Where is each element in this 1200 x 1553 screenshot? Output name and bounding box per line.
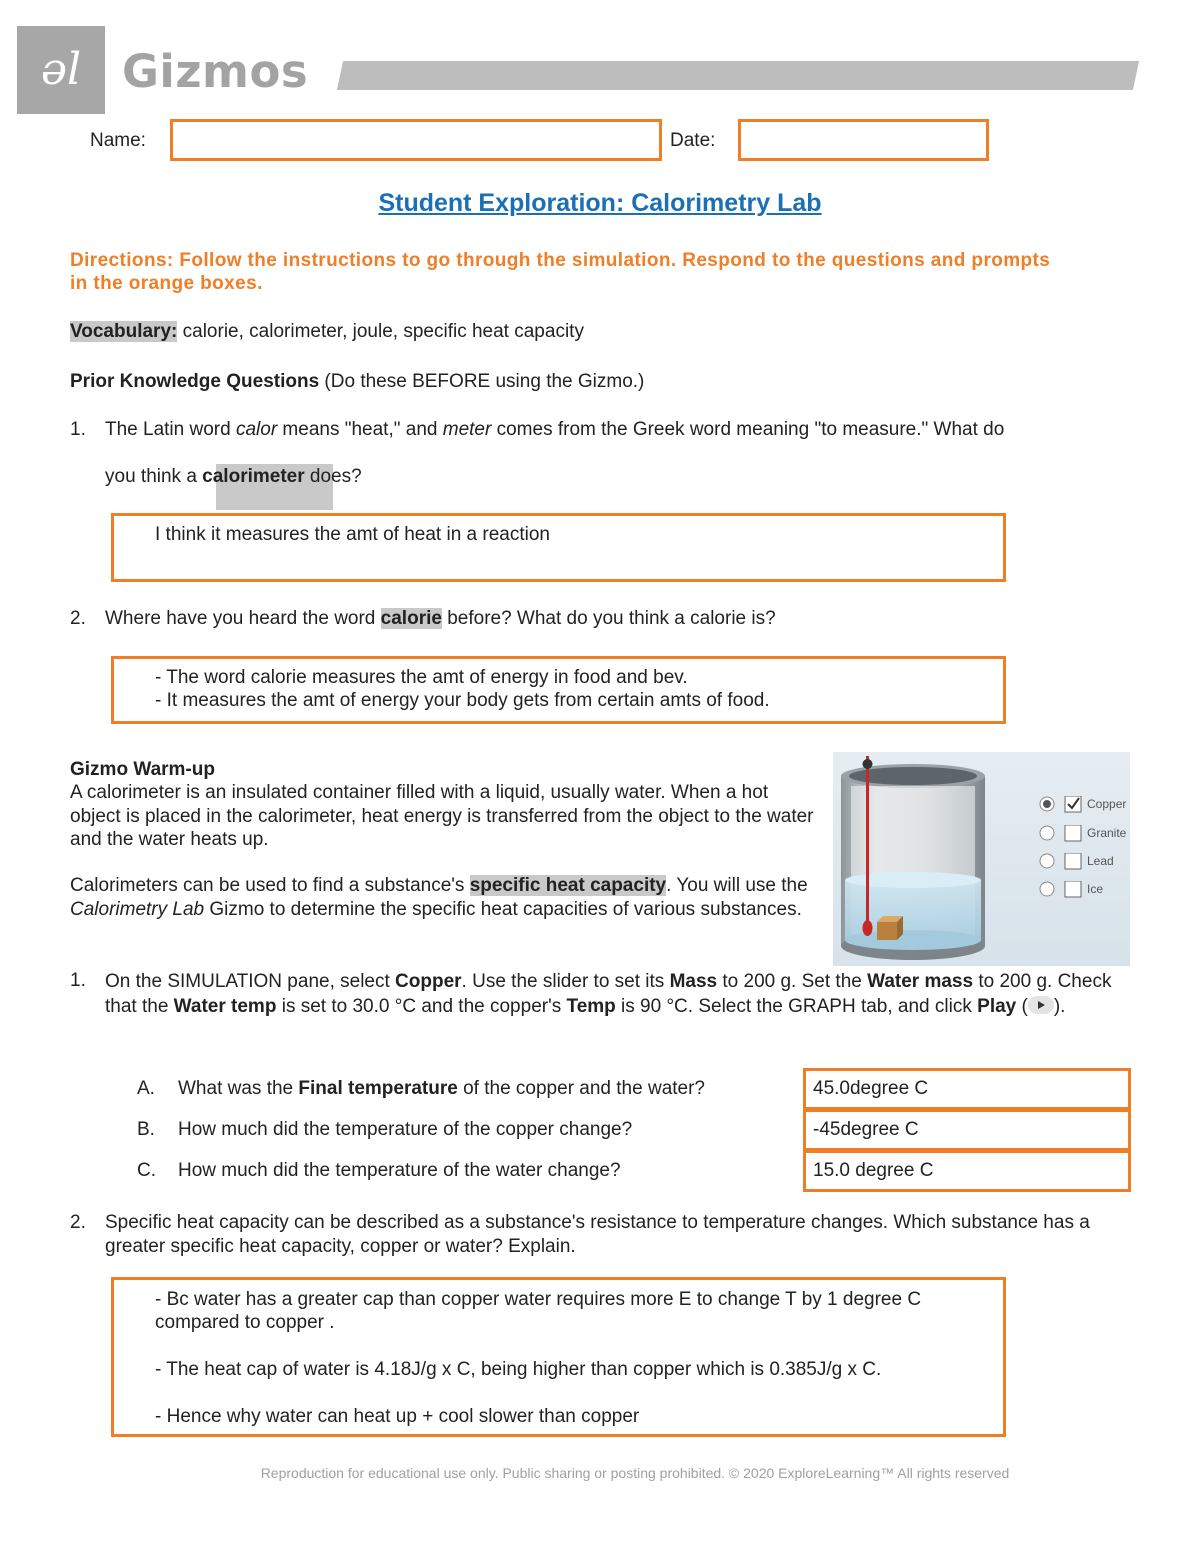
option-ice[interactable] xyxy=(1039,881,1129,905)
text: is set to 30.0 °C and the copper's xyxy=(276,996,567,1017)
text-bold: Water mass xyxy=(867,971,974,992)
text-bold: Water temp xyxy=(173,996,277,1017)
text: Calorimeters can be used to find a substance's xyxy=(70,875,470,896)
option-copper[interactable] xyxy=(1039,796,1129,820)
text: you think a xyxy=(105,466,203,487)
sub-question-b: How much did the temperature of the copper change? xyxy=(178,1119,633,1140)
footer-copyright: Reproduction for educational use only. Public sharing or posting prohibited. © 2020 ExploreLearning™ All rights reserved xyxy=(260,1465,1010,1481)
sub-question-c: How much did the temperature of the water change? xyxy=(178,1160,621,1181)
prior-heading-text: Prior Knowledge Questions xyxy=(70,371,320,392)
text-italic: calor xyxy=(235,419,278,440)
prior-knowledge-heading xyxy=(70,370,644,394)
text-bold: Temp xyxy=(566,996,616,1017)
text: Where have you heard the word xyxy=(105,608,381,629)
option-label: Ice xyxy=(1087,882,1104,896)
answer-c: 15.0 degree C xyxy=(813,1160,934,1181)
play-icon xyxy=(1028,996,1054,1014)
text: of the copper and the water? xyxy=(457,1078,705,1099)
text: . Use the slider to set its xyxy=(461,971,670,992)
header-bar xyxy=(337,61,1139,90)
vocabulary-terms: calorie, calorimeter, joule, specific heat capacity xyxy=(177,321,584,342)
text: comes from the Greek word meaning "to measure." What do xyxy=(491,419,1005,440)
answer-q2-line1: - The word calorie measures the amt of energy in food and bev. xyxy=(155,667,688,688)
name-field[interactable] xyxy=(170,119,662,161)
radio-unchecked-icon xyxy=(1039,881,1129,899)
option-granite[interactable] xyxy=(1039,825,1129,849)
vocab-term-calorie: calorie xyxy=(380,608,442,629)
vocabulary-label: Vocabulary: xyxy=(70,321,178,342)
sub-letter: C. xyxy=(137,1160,156,1181)
sub-letter: B. xyxy=(137,1119,155,1140)
sub-letter: A. xyxy=(137,1078,155,1099)
answer-a: 45.0degree C xyxy=(813,1078,929,1099)
warmup-q1-text xyxy=(105,969,1130,1019)
option-label: Copper xyxy=(1087,797,1127,811)
radio-unchecked-icon xyxy=(1039,853,1129,871)
text-italic: meter xyxy=(442,419,492,440)
text: does? xyxy=(304,466,362,487)
answer-b: -45degree C xyxy=(813,1119,919,1140)
text-bold: Mass xyxy=(669,971,718,992)
question-number: 2. xyxy=(70,608,86,629)
answer-q2-warmup-line1: - Bc water has a greater cap than copper water requires more E to change T by 1 degree C compared to copper . xyxy=(155,1289,922,1333)
vocab-term-specific-heat: specific heat capacity xyxy=(469,875,667,896)
answer-q2-line2: - It measures the amt of energy your body gets from certain amts of food. xyxy=(155,690,770,711)
option-lead[interactable] xyxy=(1039,853,1129,877)
text: ). xyxy=(1053,996,1066,1017)
prior-q1-line2 xyxy=(105,465,362,489)
text-italic: Calorimetry Lab xyxy=(70,899,205,920)
explorelearning-logo-icon: əl xyxy=(40,44,82,95)
text: Gizmo to determine the specific heat capacities of various substances. xyxy=(204,899,802,920)
text-bold: Final temperature xyxy=(298,1078,458,1099)
vocabulary-line xyxy=(70,320,584,344)
question-number: 2. xyxy=(70,1212,86,1233)
answer-q2-warmup-line2: - The heat cap of water is 4.18J/g x C, being higher than copper which is 0.385J/g x C. xyxy=(155,1359,882,1380)
option-label: Granite xyxy=(1087,826,1127,840)
prior-q1-line1 xyxy=(105,418,1135,442)
text: What was the xyxy=(178,1078,299,1099)
date-label: Date: xyxy=(670,130,716,151)
calorimeter-simulation-image xyxy=(833,752,1130,966)
answer-q2-warmup-line3: - Hence why water can heat up + cool slower than copper xyxy=(155,1406,640,1427)
brand-name: Gizmos xyxy=(122,45,309,98)
page-title: Student Exploration: Calorimetry Lab xyxy=(378,189,822,217)
answer-q1: I think it measures the amt of heat in a reaction xyxy=(155,524,550,545)
text: to 200 g. Check that the xyxy=(105,971,1112,1017)
warmup-para2 xyxy=(70,874,815,922)
vocab-term-calorimeter: calorimeter xyxy=(202,466,305,487)
warmup-q2-text: Specific heat capacity can be described as a substance's resistance to temperature changes. Which substance has a greater specific heat capacity, copper or water? Explain. xyxy=(105,1212,1090,1257)
warmup-para1: A calorimeter is an insulated container filled with a liquid, usually water. When a hot object is placed in the calorimeter, heat energy is transferred from the object to the water and the water heats up. xyxy=(70,782,814,850)
option-label: Lead xyxy=(1087,854,1114,868)
text: The Latin word xyxy=(105,419,236,440)
warmup-heading: Gizmo Warm-up xyxy=(70,759,215,780)
text: ( xyxy=(1016,996,1028,1017)
prior-heading-note: (Do these BEFORE using the Gizmo.) xyxy=(319,371,645,392)
date-field[interactable] xyxy=(738,119,989,161)
name-label: Name: xyxy=(90,130,146,151)
text: On the SIMULATION pane, select xyxy=(105,971,396,992)
text: . You will use the xyxy=(666,875,808,896)
prior-q2-text xyxy=(105,607,1135,631)
text: to 200 g. Set the xyxy=(717,971,868,992)
sub-question-a xyxy=(178,1077,705,1101)
text: is 90 °C. Select the GRAPH tab, and click xyxy=(615,996,978,1017)
text: before? What do you think a calorie is? xyxy=(441,608,776,629)
question-number: 1. xyxy=(70,970,86,991)
directions-text: Directions: Follow the instructions to go through the simulation. Respond to the questions and prompts in the orange boxes. xyxy=(70,250,1051,294)
text: means "heat," and xyxy=(277,419,443,440)
text-bold: Play xyxy=(977,996,1017,1017)
question-number: 1. xyxy=(70,419,86,440)
text-bold: Copper xyxy=(395,971,462,992)
